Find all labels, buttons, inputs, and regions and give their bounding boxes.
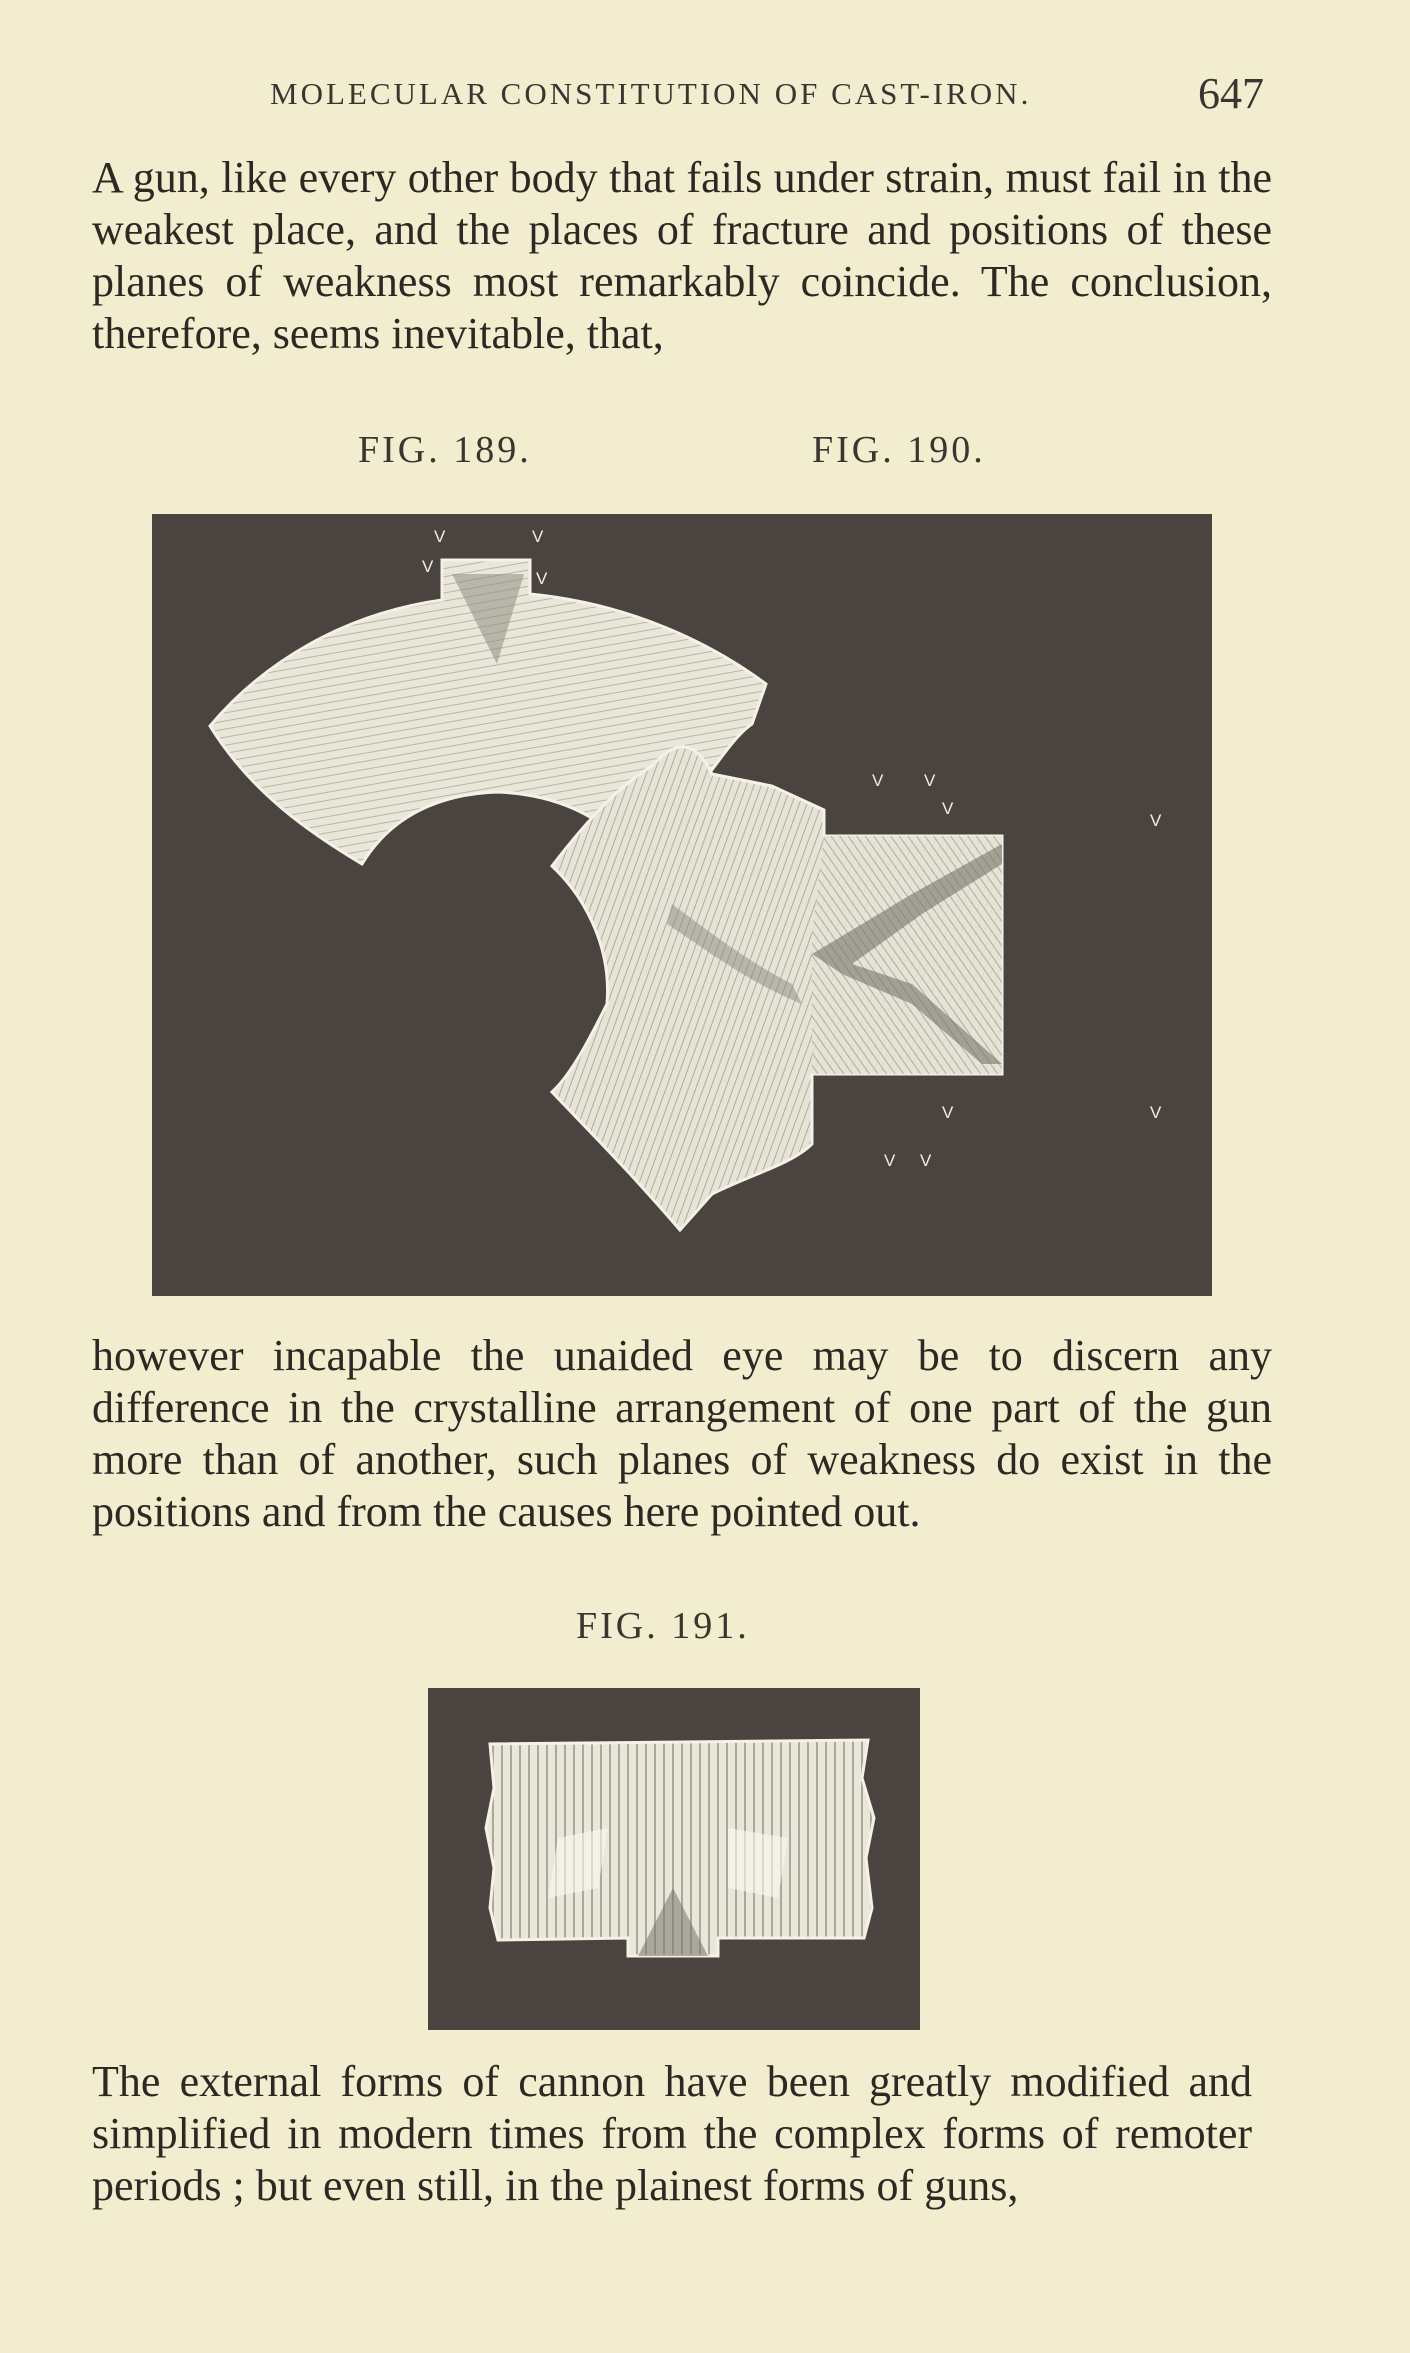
paragraph-3-text: The external forms of cannon have been greatly modified and simplified in modern times from the complex forms of remoter periods ; but even still, in the plainest forms of guns,: [92, 2057, 1252, 2210]
figure-191-specimen: [486, 1740, 874, 1956]
v-mark: V: [872, 771, 884, 790]
page-number: 647: [1198, 69, 1264, 118]
v-mark: V: [536, 569, 548, 588]
paragraph-1-text: A gun, like every other body that fails under strain, must fail in the weakest place, and the places of fracture and positions of these planes of weakness most remarkably coincide. The conclusion, therefore, seems inevitable, that,: [92, 153, 1272, 358]
v-mark: V: [422, 557, 434, 576]
figure-191-illustration: [428, 1688, 920, 2030]
v-mark: V: [1150, 811, 1162, 830]
v-mark: V: [434, 527, 446, 546]
figure-189-190-plate: [152, 514, 1212, 1296]
figure-191-caption: FIG. 191.: [576, 1605, 750, 1647]
figure-189-190-illustration: [152, 514, 1212, 1296]
v-mark: V: [924, 771, 936, 790]
v-mark: V: [532, 527, 544, 546]
v-mark: V: [1150, 1103, 1162, 1122]
page-header: [0, 66, 1410, 126]
figure-190-specimen: [552, 747, 1002, 1230]
figure-190-caption: FIG. 190.: [812, 429, 986, 471]
v-mark: V: [942, 1103, 954, 1122]
figure-189-caption: FIG. 189.: [358, 429, 532, 471]
v-mark: V: [920, 1151, 932, 1170]
figure-191-plate: [428, 1688, 920, 2030]
v-mark: V: [942, 799, 954, 818]
paragraph-1: [92, 152, 1272, 360]
v-mark: V: [884, 1151, 896, 1170]
paragraph-3: [92, 2056, 1252, 2212]
paragraph-2: [92, 1330, 1272, 1538]
running-title: MOLECULAR CONSTITUTION OF CAST-IRON.: [270, 76, 1032, 111]
paragraph-2-text: however incapable the unaided eye may be to discern any difference in the crystalline arrangement of one part of the gun more than of another, such planes of weakness do exist in the positions and from the causes here pointed out.: [92, 1331, 1272, 1536]
